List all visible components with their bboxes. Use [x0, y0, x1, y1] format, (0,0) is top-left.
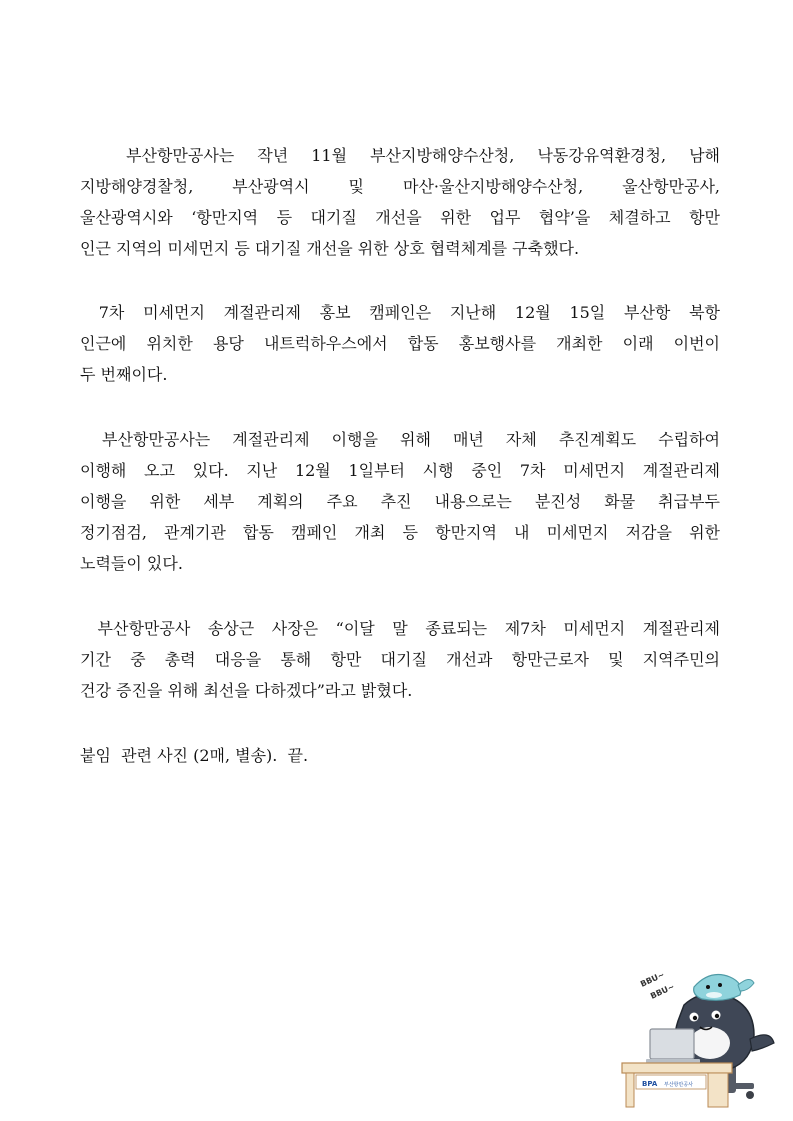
laptop-icon — [646, 1029, 700, 1063]
attachment-line: 붙임 관련 사진 (2매, 별송). 끝. — [80, 746, 309, 765]
paragraph-2 — [80, 297, 720, 390]
teal-whale-icon — [694, 975, 754, 1001]
paragraph-line: 두 번째이다. — [80, 365, 168, 384]
desk-logo-text: BPA — [642, 1080, 658, 1088]
desk-icon — [622, 1063, 732, 1107]
paragraph-line: 울산광역시와 ‘항만지역 등 대기질 개선을 위한 업무 협약’을 체결하고 항만 — [80, 208, 720, 227]
paragraph-line: 이행을 위한 세부 계획의 주요 추진 내용으로는 분진성 화물 취급부두 — [80, 492, 720, 511]
paragraph-line: 지방해양경찰청, 부산광역시 및 마산·울산지방해양수산청, 울산항만공사, — [80, 177, 720, 196]
paragraph-3 — [80, 424, 720, 579]
paragraph-line: 인근 지역의 미세먼지 등 대기질 개선을 위한 상호 협력체계를 구축했다. — [80, 239, 580, 258]
paragraph-line: 7차 미세먼지 계절관리제 홍보 캠페인은 지난해 12월 15일 부산항 북항 — [80, 303, 720, 322]
paragraph-line: 건강 증진을 위해 최선을 다하겠다”라고 밝혔다. — [80, 681, 413, 700]
paragraph-line: 인근에 위치한 용당 내트럭하우스에서 합동 홍보행사를 개최한 이래 이번이 — [80, 334, 720, 353]
paragraph-line: 노력들이 있다. — [80, 554, 183, 573]
paragraph-line: 정기점검, 관계기관 합동 캠페인 개최 등 항만지역 내 미세먼지 저감을 위한 — [80, 523, 720, 542]
paragraph-line: 기간 중 총력 대응을 통해 항만 대기질 개선과 항만근로자 및 지역주민의 — [80, 650, 720, 669]
paragraph-line: 부산항만공사는 작년 11월 부산지방해양수산청, 낙동강유역환경청, 남해 — [80, 146, 720, 165]
speech-text-2: BBU~ — [649, 981, 676, 1001]
paragraph-line: 이행해 오고 있다. 지난 12월 1일부터 시행 중인 7차 미세먼지 계절관리제 — [80, 461, 720, 480]
paragraph-line: 부산항만공사 송상근 사장은 “이달 말 종료되는 제7차 미세먼지 계절관리제 — [80, 619, 720, 638]
desk-sub-text: 부산항만공사 — [664, 1082, 693, 1088]
paragraph-1 — [80, 140, 720, 264]
speech-sound-effect — [639, 970, 676, 1001]
paragraph-line: 부산항만공사는 계절관리제 이행을 위해 매년 자체 추진계획도 수립하여 — [80, 430, 720, 449]
paragraph-4 — [80, 613, 720, 706]
whale-mascot-illustration — [612, 965, 777, 1110]
attachment-note — [80, 740, 720, 771]
speech-text-1: BBU~ — [639, 969, 666, 989]
